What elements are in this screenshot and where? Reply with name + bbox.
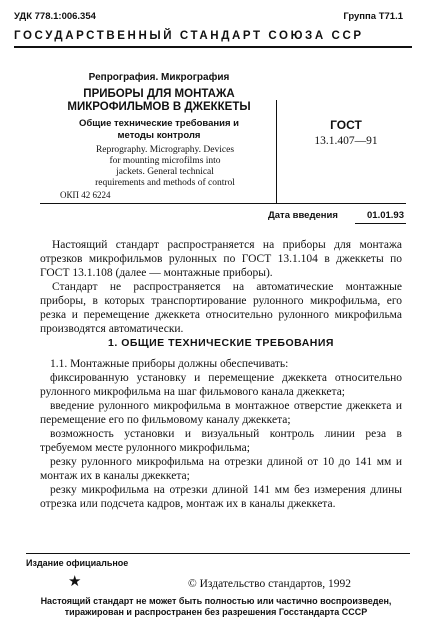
gost-designation	[286, 118, 406, 149]
copyright: © Издательство стандартов, 1992	[188, 578, 352, 590]
date-top-rule	[40, 203, 406, 204]
document-title-line: ПРИБОРЫ ДЛЯ МОНТАЖА	[83, 88, 235, 100]
document-subtitle	[48, 118, 270, 142]
english-title-line: for mounting microfilms into	[109, 156, 221, 166]
edition-label: Издание официальное	[26, 558, 129, 568]
okp-code: ОКП 42 6224	[60, 190, 111, 200]
category: Репрография. Микрография	[88, 72, 230, 83]
list-item: 1.1. Монтажные приборы должны обеспечивать:	[50, 358, 289, 370]
header-rule	[14, 46, 412, 48]
intro-paragraph: Настоящий стандарт распространяется на приборы для монтажа отрезков микрофильмов рулонных по ГОСТ 13.1.104 в джеккеты по ГОСТ 13.1.108 (далее — монтажные приборы).	[40, 239, 402, 279]
english-title-line: Reprography. Micrography. Devices	[95, 145, 235, 155]
date-underline	[355, 223, 406, 224]
title-block-divider	[276, 100, 277, 204]
gost-label: ГОСТ	[330, 118, 362, 132]
document-title-line: МИКРОФИЛЬМОВ В ДЖЕККЕТЫ	[67, 101, 251, 113]
effective-date-label: Дата введения	[268, 210, 338, 221]
list-item: резку микрофильма на отрезки длиной 141 мм без измерения длины отрезка или подсчета кадров, монтаж их в каналы джеккета.	[40, 484, 402, 510]
group-code: Группа Т71.1	[343, 11, 403, 22]
footer-rule	[26, 553, 410, 554]
document-subtitle-line: методы контроля	[117, 130, 201, 141]
section-heading: 1. ОБЩИЕ ТЕХНИЧЕСКИЕ ТРЕБОВАНИЯ	[108, 337, 334, 349]
requirements-list	[40, 357, 402, 511]
list-item: резку рулонного микрофильма на отрезки длиной от 10 до 141 мм и монтаж их в каналы джеккета;	[40, 456, 402, 482]
gos-standard-title: ГОСУДАРСТВЕННЫЙ СТАНДАРТ СОЮЗА ССР	[14, 30, 364, 42]
list-item: возможность установки и визуальный контроль линии реза в требуемом месте рулонного микрофильма;	[40, 428, 402, 454]
english-title-line: jackets. General technical	[116, 167, 214, 177]
english-title	[62, 145, 268, 189]
udk-code: УДК 778.1:006.354	[14, 11, 96, 22]
document-title	[48, 88, 270, 114]
english-title-line: requirements and methods of control	[95, 178, 235, 188]
gost-number: 13.1.407—91	[314, 135, 378, 147]
star-icon: ★	[68, 574, 82, 590]
document-subtitle-line: Общие технические требования и	[78, 118, 240, 129]
list-item: фиксированную установку и перемещение джеккета относительно рулонного микрофильма на шаг фильмового канала джеккета;	[40, 372, 402, 398]
reproduction-notice: Настоящий стандарт не может быть полностью или частично воспроизведен, тиражирован и распространен без разрешения Госстандарта СССР	[40, 596, 392, 617]
effective-date-value: 01.01.93	[367, 210, 404, 221]
list-item: введение рулонного микрофильма в монтажное отверстие джеккета и перемещение его по фильмовому каналу джеккета;	[40, 400, 402, 426]
intro-paragraph: Стандарт не распространяется на автоматические монтажные приборы, в которых транспортирование рулонного микрофильма, его резка и перемещение джеккета относительно рулонного микрофильма производятся автоматически.	[40, 281, 402, 335]
